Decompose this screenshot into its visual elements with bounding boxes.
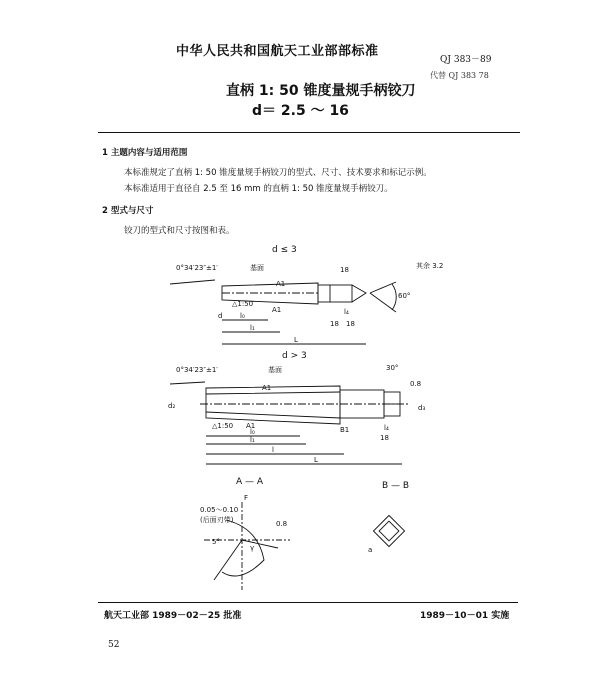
effective-date: 1989－10－01 实施	[420, 611, 510, 621]
section-aa-edge	[214, 540, 278, 580]
section-bb-square	[373, 515, 404, 546]
view1-angle-60: 60°	[398, 292, 411, 300]
view1-angle-leader	[170, 280, 215, 284]
view2-flute-lines	[206, 392, 340, 418]
section-bb-dim-a: a	[368, 546, 373, 554]
section-aa-profile	[222, 520, 264, 576]
rough-other-label: 其余 3.2	[416, 262, 444, 270]
view2-dim-L: L	[314, 456, 318, 464]
angle-5-label: 5°	[212, 538, 220, 546]
view1-dim-18-b: 18	[346, 320, 355, 328]
view1-datum-label: 基面	[250, 264, 264, 272]
view2-dim-l4: l₄	[384, 424, 389, 432]
section-1-paragraph-2: 本标准适用于直径自 2.5 至 16 mm 的直柄 1: 50 锥度量规手柄铰刀。	[124, 184, 393, 194]
view2-dim-d2: d₂	[168, 402, 176, 410]
view2-a1-bottom: A1	[246, 422, 256, 430]
view2-a1-label: A1	[262, 384, 272, 392]
footer-rule	[98, 602, 518, 603]
view1-caption: d ≤ 3	[272, 245, 297, 255]
land-note: (后面刃带)	[200, 516, 234, 524]
page-number: 52	[108, 640, 120, 650]
view2-angle-30: 30°	[386, 364, 399, 372]
standard-code: QJ 383－89	[440, 55, 492, 65]
section-1-heading: 1 主题内容与适用范围	[102, 148, 188, 158]
view2-taper-label: △1:50	[212, 422, 234, 430]
aa-rough-08: 0.8	[276, 520, 288, 528]
approval-date: 航天工业部 1989－02－25 批准	[104, 611, 242, 621]
view1-shank	[318, 285, 352, 302]
view1-angle-60-lines	[370, 282, 396, 312]
view2-dim-l: l	[272, 446, 274, 454]
view1-dim-18-top: 18	[340, 266, 349, 274]
view1-angle-60-arc	[392, 284, 396, 310]
view1-dim-18-a: 18	[330, 320, 339, 328]
view1-taper-label: △1:50	[232, 300, 254, 308]
section-2-paragraph-1: 铰刀的型式和尺寸按图和表。	[124, 226, 235, 236]
view2-dim-d3: d₃	[418, 404, 426, 412]
angle-gamma-label: γ	[250, 544, 255, 552]
section-2-heading: 2 型式与尺寸	[102, 206, 154, 216]
view2-caption: d > 3	[282, 351, 307, 361]
view1-shank-point	[352, 285, 366, 302]
angle-f-label: F	[244, 494, 249, 502]
view2-b1-label: B1	[340, 426, 350, 434]
view2-datum-label: 基面	[268, 366, 282, 374]
section-bb-label: B — B	[382, 481, 410, 491]
replaces-standard: 代替 QJ 383 78	[430, 71, 489, 80]
view1-dim-l4: l₄	[344, 308, 349, 316]
section-1-paragraph-1: 本标准规定了直柄 1: 50 锥度量规手柄铰刀的型式、尺寸、技术要求和标记示例。	[124, 168, 432, 178]
view1-dim-L: L	[294, 336, 298, 344]
view2-angle-label: 0°34′23″±1′	[176, 366, 218, 374]
view2-rough-08: 0.8	[410, 380, 422, 388]
view2-fluted-body	[206, 386, 340, 424]
view2-dim-l1: l₁	[250, 436, 255, 444]
view1-dim-d: d	[218, 312, 223, 320]
view2-dim-l0: l₀	[250, 428, 255, 436]
view1-dim-l1: l₁	[250, 324, 255, 332]
view2-angle-leader	[170, 382, 205, 384]
document-title: 直柄 1: 50 锥度量规手柄铰刀	[226, 83, 416, 99]
issuing-organization: 中华人民共和国航天工业部部标准	[176, 44, 379, 59]
view1-a1-top: A1	[276, 280, 286, 288]
view1-dim-l0: l₀	[240, 312, 245, 320]
view2-dim-18: 18	[380, 434, 389, 442]
section-aa-label: A — A	[236, 477, 264, 487]
view1-a1-bottom: A1	[272, 306, 282, 314]
view1-angle-label: 0°34′23″±1′	[176, 264, 218, 272]
land-width-label: 0.05～0.10	[200, 506, 239, 514]
document-title-range: d＝ 2.5 ～ 16	[252, 103, 349, 119]
